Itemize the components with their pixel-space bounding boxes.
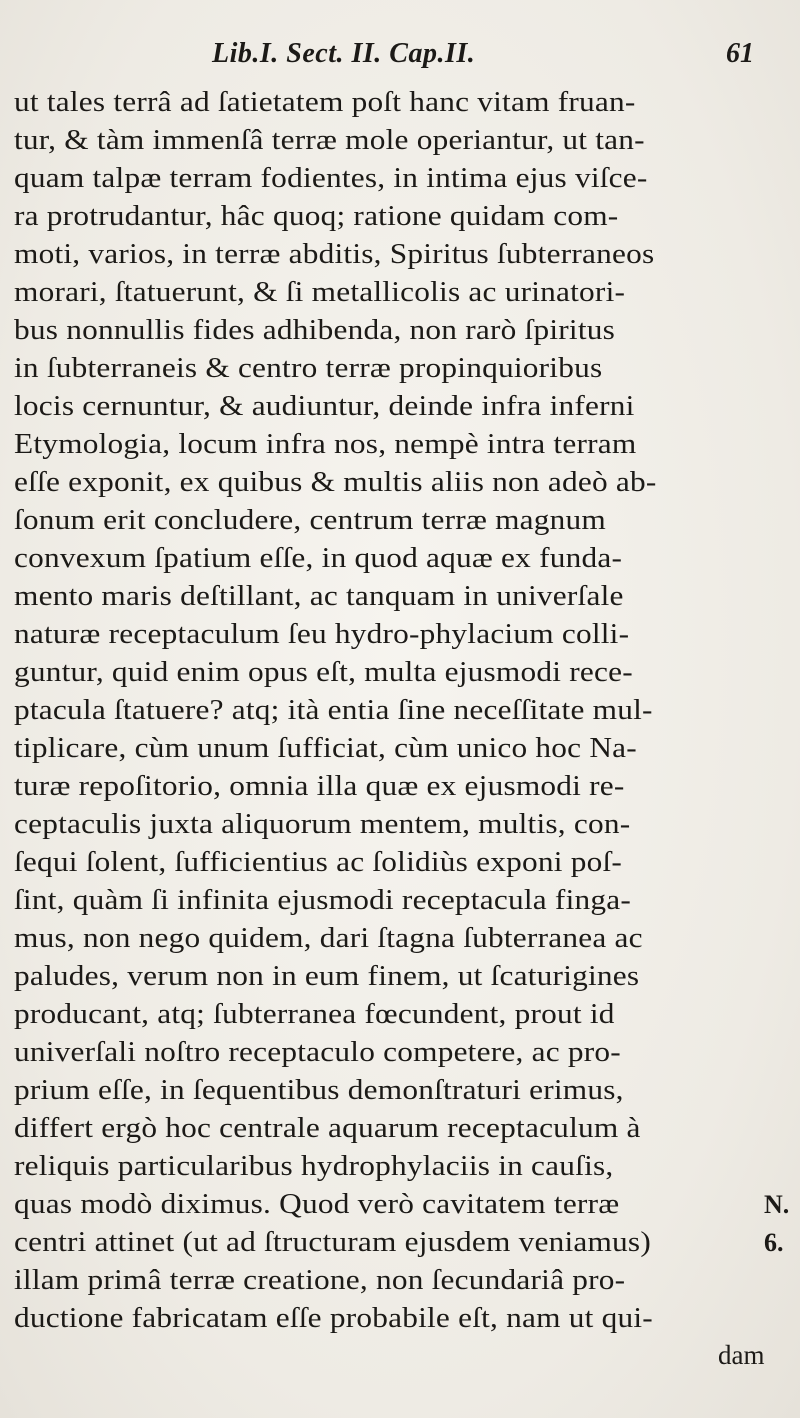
margin-note: N. [764, 1190, 790, 1219]
text-line: moti, varios, in terræ abditis, Spiritus ſubterraneos [14, 238, 655, 270]
text-line: differt ergò hoc centrale aquarum receptaculum à [14, 1112, 641, 1144]
text-line: centri attinet (ut ad ſtructuram ejusdem veniamus) [14, 1226, 651, 1258]
margin-note: 6. [764, 1228, 784, 1257]
text-line: turæ repoſitorio, omnia illa quæ ex ejusmodi re- [14, 770, 625, 802]
text-line: mus, non nego quidem, dari ſtagna ſubterranea ac [14, 922, 643, 954]
text-line: ſequi ſolent, ſufficientius ac ſolidiùs exponi poſ- [14, 846, 623, 878]
text-line: guntur, quid enim opus eſt, multa ejusmodi rece- [14, 656, 633, 688]
page-header [0, 38, 800, 78]
text-line: quas modò diximus. Quod verò cavitatem terræ [14, 1188, 620, 1220]
text-line: ut tales terrâ ad ſatietatem poſt hanc vitam fruan- [14, 86, 636, 118]
text-line: tiplicare, cùm unum ſufficiat, cùm unico hoc Na- [14, 732, 637, 764]
text-line: ſint, quàm ſi infinita ejusmodi receptacula finga- [14, 884, 632, 916]
catchword: dam [718, 1340, 765, 1370]
text-line: locis cernuntur, & audiuntur, deinde infra inferni [14, 390, 635, 422]
page-number: 61 [726, 38, 754, 69]
text-line: mento maris deſtillant, ac tanquam in univerſale [14, 580, 624, 612]
text-line: prium eſſe, in ſequentibus demonſtraturi erimus, [14, 1074, 624, 1106]
text-line: univerſali noſtro receptaculo competere, ac pro- [14, 1036, 621, 1068]
text-line: reliquis particularibus hydrophylaciis in cauſis, [14, 1150, 614, 1182]
text-line: Etymologia, locum infra nos, nempè intra terram [14, 428, 637, 460]
text-line: paludes, verum non in eum finem, ut ſcaturigines [14, 960, 640, 992]
running-head: Lib.I. Sect. II. Cap.II. [212, 38, 476, 69]
text-line: producant, atq; ſubterranea fœcundent, prout id [14, 998, 615, 1030]
text-line: ſonum erit concludere, centrum terræ magnum [14, 504, 607, 536]
text-line: morari, ſtatuerunt, & ſi metallicolis ac urinatori- [14, 276, 626, 308]
text-line: tur, & tàm immenſâ terræ mole operiantur, ut tan- [14, 124, 645, 156]
text-line: quam talpæ terram fodientes, in intima ejus viſce- [14, 162, 648, 194]
text-line: illam primâ terræ creatione, non ſecundariâ pro- [14, 1264, 626, 1296]
text-line: ra protrudantur, hâc quoq; ratione quidam com- [14, 200, 619, 232]
text-line: bus nonnullis fides adhibenda, non rarò ſpiritus [14, 314, 616, 346]
text-line: ptacula ſtatuere? atq; ità entia ſine neceſſitate mul- [14, 694, 653, 726]
text-line: in ſubterraneis & centro terræ propinquioribus [14, 352, 603, 384]
text-line: naturæ receptaculum ſeu hydro-phylacium colli- [14, 618, 630, 650]
text-line: convexum ſpatium eſſe, in quod aquæ ex funda- [14, 542, 623, 574]
text-line: ceptaculis juxta aliquorum mentem, multis, con- [14, 808, 631, 840]
text-line: eſſe exponit, ex quibus & multis aliis non adeò ab- [14, 466, 657, 498]
text-line: ductione fabricatam eſſe probabile eſt, nam ut qui- [14, 1302, 653, 1334]
